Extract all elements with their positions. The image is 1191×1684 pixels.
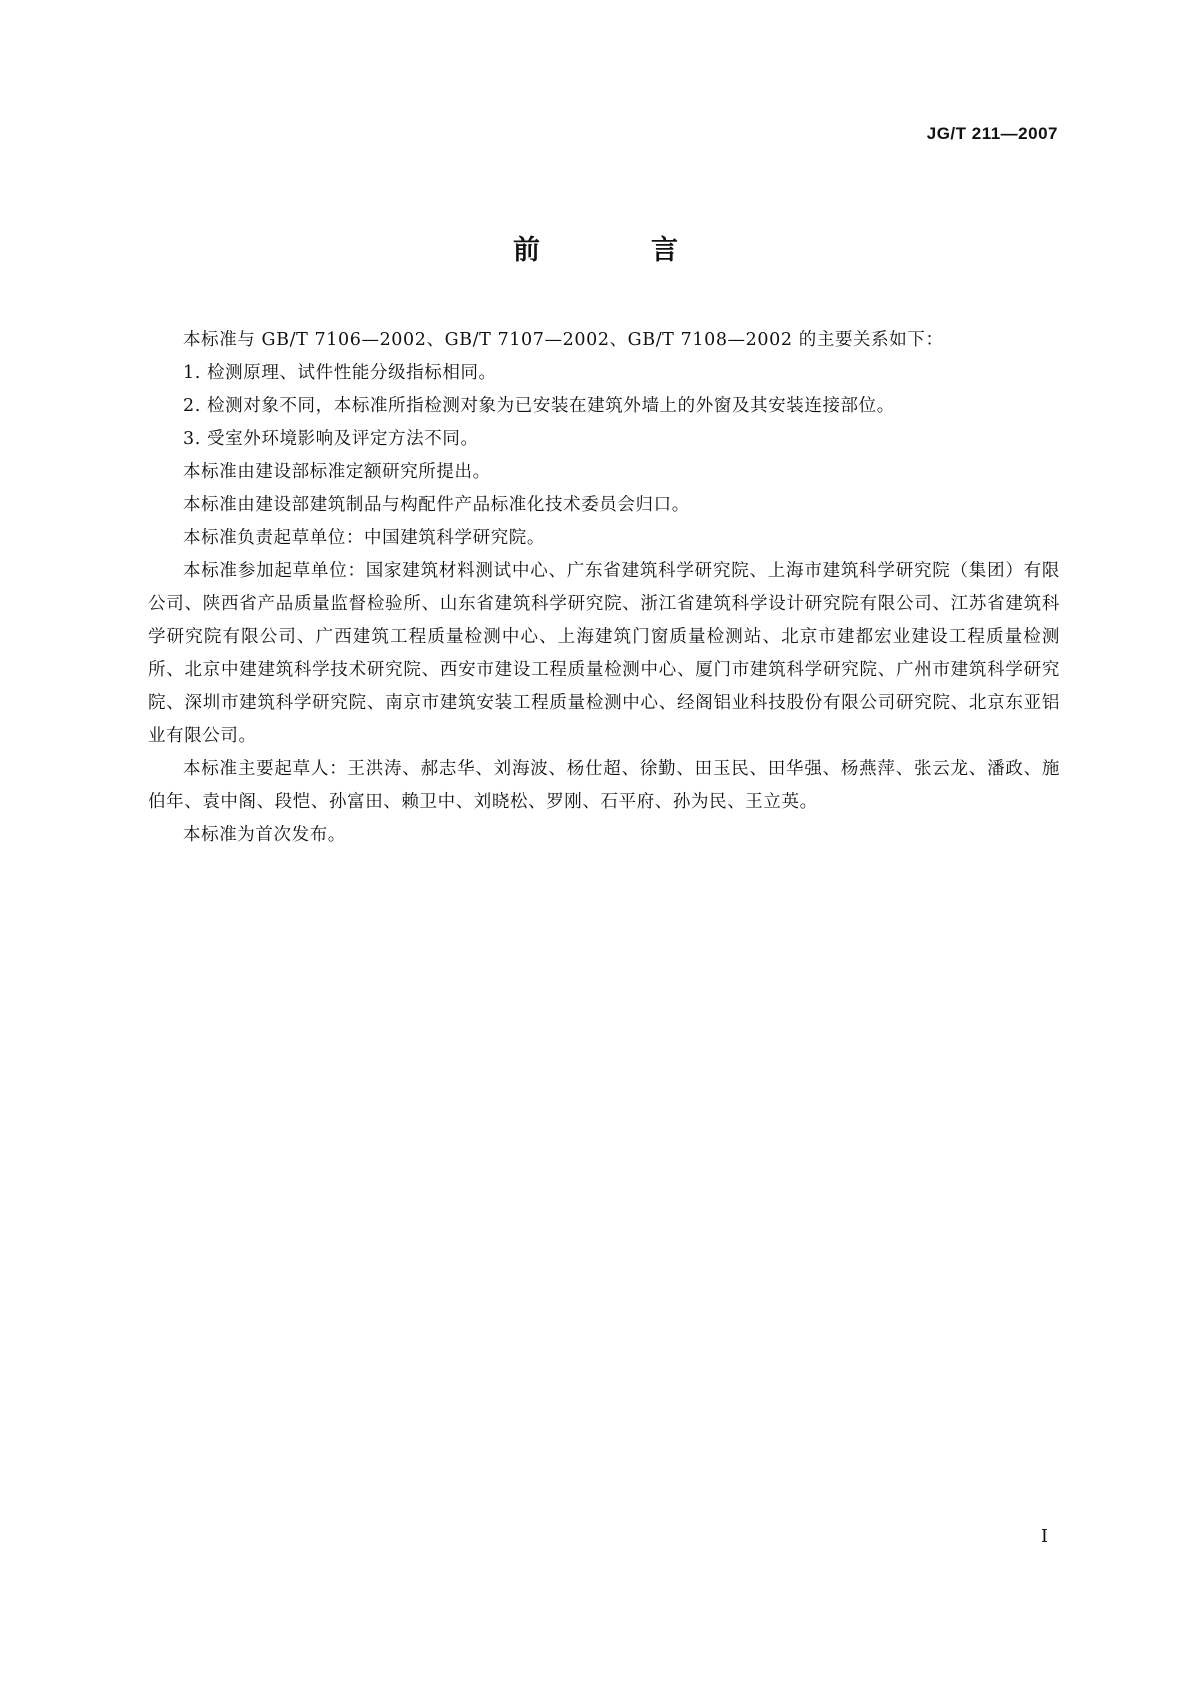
paragraph-first-release: 本标准为首次发布。	[183, 825, 346, 845]
paragraph-item-1: 1. 检测原理、试件性能分级指标相同。	[183, 363, 497, 383]
page-number: I	[1040, 1526, 1048, 1547]
paragraph-lead-drafter: 本标准负责起草单位：中国建筑科学研究院。	[183, 528, 545, 548]
paragraph-item-2: 2. 检测对象不同，本标准所指检测对象为已安装在建筑外墙上的外窗及其安装连接部位。	[183, 396, 895, 416]
paragraph-committee: 本标准由建设部建筑制品与构配件产品标准化技术委员会归口。	[183, 495, 690, 515]
foreword-body	[148, 324, 1060, 852]
paragraph-main-drafters: 本标准主要起草人：王洪涛、郝志华、刘海波、杨仕超、徐勤、田玉民、田华强、杨燕萍、张云龙、潘政、施伯年、袁中阁、段恺、孙富田、赖卫中、刘晓松、罗刚、石平府、孙为民、王立英。	[148, 759, 1060, 812]
paragraph-item-3: 3. 受室外环境影响及评定方法不同。	[183, 429, 479, 449]
standard-code: JG/T 211—2007	[926, 124, 1058, 143]
paragraph-participating-drafters: 本标准参加起草单位：国家建筑材料测试中心、广东省建筑科学研究院、上海市建筑科学研究院（集团）有限公司、陕西省产品质量监督检验所、山东省建筑科学研究院、浙江省建筑科学设计研究院有限公司、江苏省建筑科学研究院有限公司、广西建筑工程质量检测中心、上海建筑门窗质量检测站、北京市建都宏业建设工程质量检测所、北京中建建筑科学技术研究院、西安市建设工程质量检测中心、厦门市建筑科学研究院、广州市建筑科学研究院、深圳市建筑科学研究院、南京市建筑安装工程质量检测中心、经阁铝业科技股份有限公司研究院、北京东亚铝业有限公司。	[148, 561, 1060, 746]
paragraph-proposer: 本标准由建设部标准定额研究所提出。	[183, 462, 491, 482]
page-title: 前 言	[513, 235, 720, 266]
paragraph-relation: 本标准与 GB/T 7106—2002、GB/T 7107—2002、GB/T 7108—2002 的主要关系如下：	[183, 330, 944, 350]
